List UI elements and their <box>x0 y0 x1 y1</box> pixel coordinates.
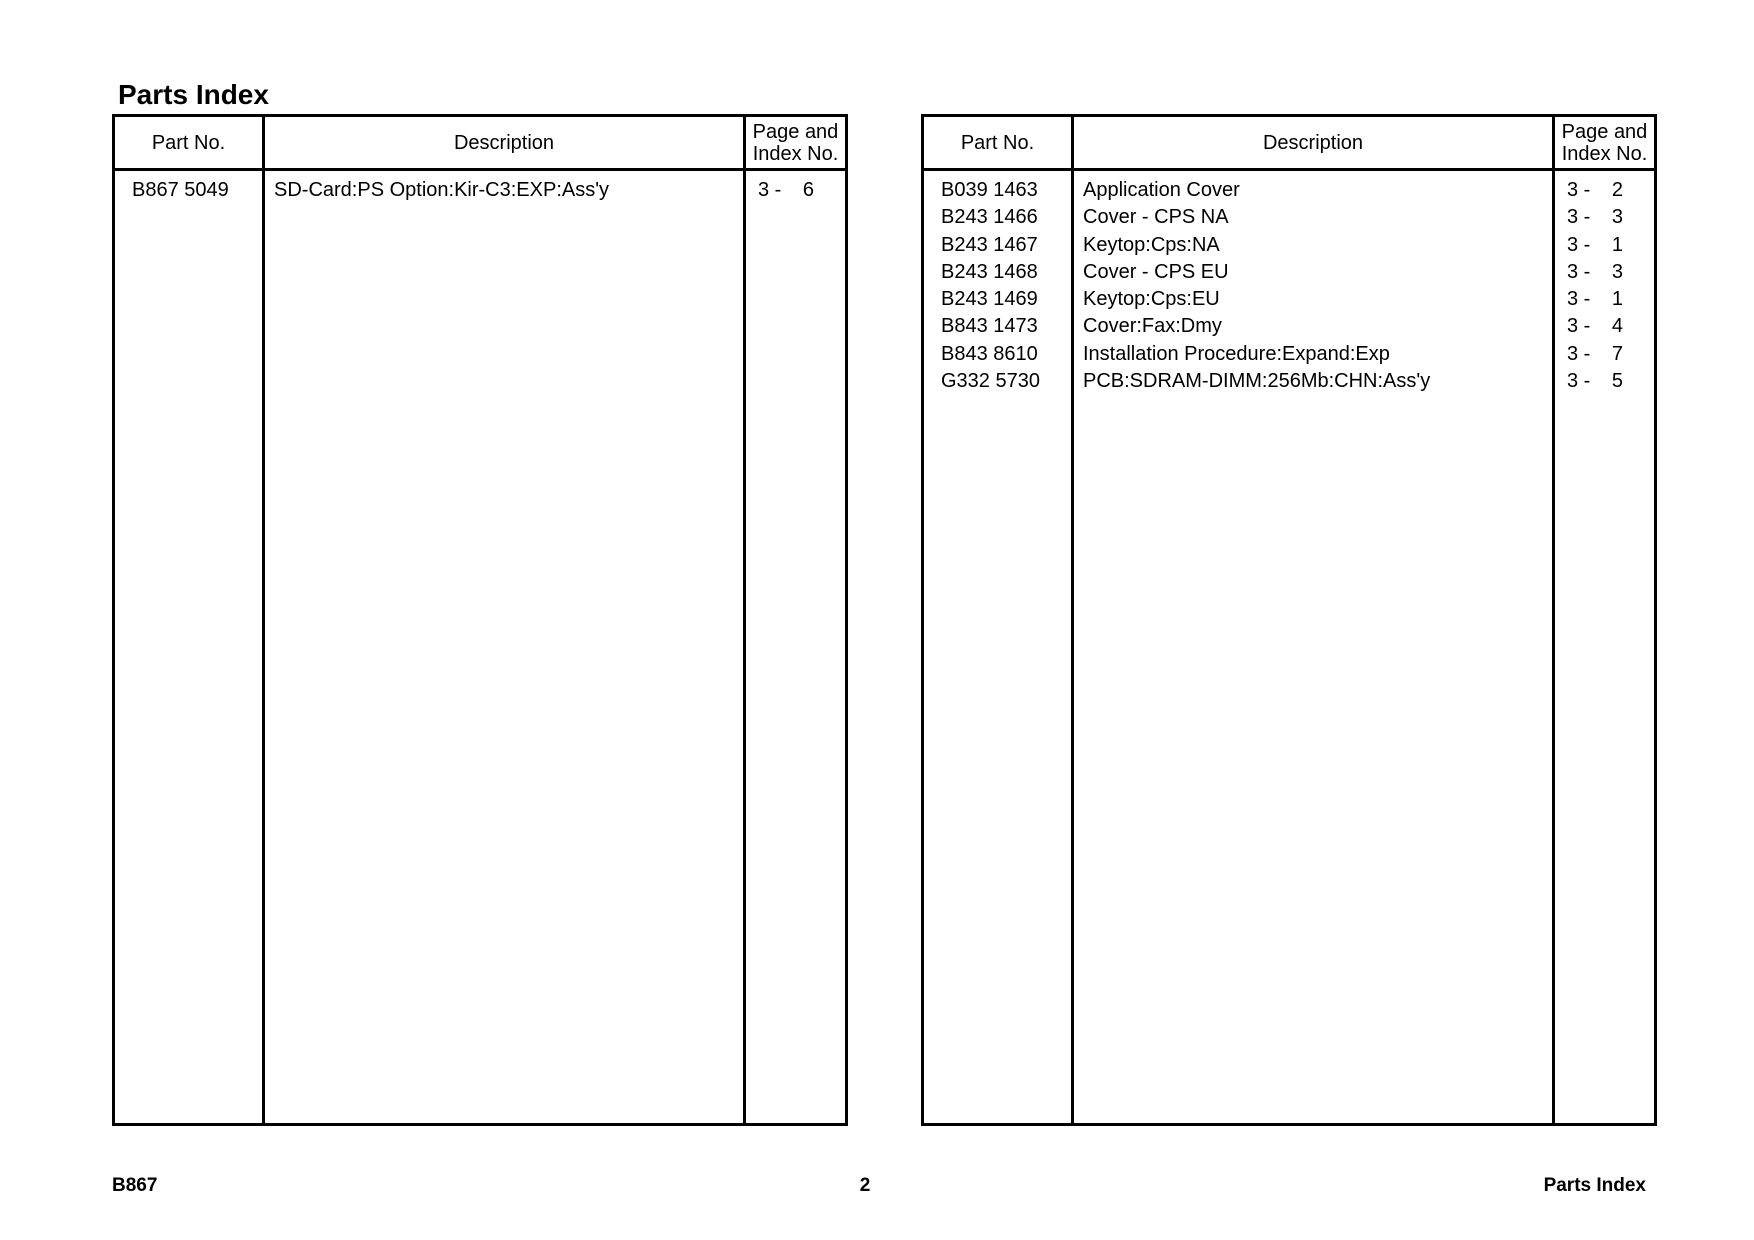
index-ref: 6 <box>802 179 814 201</box>
index-ref: 3 <box>1611 206 1623 229</box>
index-ref: 7 <box>1611 342 1623 365</box>
page-ref: 3 - <box>1567 342 1591 365</box>
table-header <box>115 117 845 171</box>
table-row <box>924 313 1654 340</box>
part-number: B243 1468 <box>941 260 1038 283</box>
header-page-index <box>1555 117 1654 168</box>
table-row <box>924 259 1654 286</box>
index-ref: 1 <box>1611 288 1623 311</box>
header-part-no: Part No. <box>151 131 226 154</box>
page-ref: 3 - <box>758 179 782 201</box>
page-ref: 3 - <box>1567 260 1591 283</box>
part-number: B243 1466 <box>941 206 1038 229</box>
table-body <box>924 177 1654 395</box>
header-part-no: Part No. <box>960 131 1035 154</box>
header-description: Description <box>1262 131 1364 154</box>
part-description: Keytop:Cps:NA <box>1083 233 1220 256</box>
part-description: Application Cover <box>1083 179 1240 201</box>
part-description: Cover - CPS NA <box>1083 206 1229 229</box>
table-row <box>924 368 1654 395</box>
table-row <box>924 232 1654 259</box>
index-ref: 1 <box>1611 233 1623 256</box>
table-row <box>924 204 1654 231</box>
index-ref: 3 <box>1611 260 1623 283</box>
header-page-index-line1: Page and <box>752 120 839 143</box>
table-body <box>115 177 845 204</box>
part-description: Installation Procedure:Expand:Exp <box>1083 342 1390 365</box>
column-divider <box>262 117 265 1123</box>
index-ref: 4 <box>1611 315 1623 338</box>
page-ref: 3 - <box>1567 315 1591 338</box>
table-row <box>924 177 1654 204</box>
table-row <box>924 341 1654 368</box>
table-row <box>924 286 1654 313</box>
footer-page-number: 2 <box>859 1175 871 1196</box>
parts-table-right <box>921 114 1657 1126</box>
page-title: Parts Index <box>118 79 269 110</box>
column-divider <box>743 117 746 1123</box>
part-number: B039 1463 <box>941 179 1038 201</box>
page-ref: 3 - <box>1567 370 1591 393</box>
part-number: B867 5049 <box>132 179 229 201</box>
parts-table-left <box>112 114 848 1126</box>
part-number: B243 1469 <box>941 288 1038 311</box>
part-number: G332 5730 <box>941 370 1040 393</box>
part-description: SD-Card:PS Option:Kir-C3:EXP:Ass'y <box>274 179 610 201</box>
footer-model: B867 <box>112 1175 158 1196</box>
part-number: B243 1467 <box>941 233 1038 256</box>
page-ref: 3 - <box>1567 288 1591 311</box>
part-number: B843 8610 <box>941 342 1038 365</box>
page-ref: 3 - <box>1567 206 1591 229</box>
header-page-index-line2: Index No. <box>752 142 839 165</box>
part-description: Cover - CPS EU <box>1083 260 1229 283</box>
footer-section: Parts Index <box>1543 1175 1646 1196</box>
header-page-index <box>746 117 845 168</box>
part-description: Cover:Fax:Dmy <box>1083 315 1222 338</box>
part-description: Keytop:Cps:EU <box>1083 288 1220 311</box>
page-ref: 3 - <box>1567 233 1591 256</box>
table-header <box>924 117 1654 171</box>
header-description: Description <box>453 131 555 154</box>
index-ref: 5 <box>1611 370 1623 393</box>
part-description: PCB:SDRAM-DIMM:256Mb:CHN:Ass'y <box>1083 370 1431 393</box>
part-number: B843 1473 <box>941 315 1038 338</box>
table-row <box>115 177 845 204</box>
index-ref: 2 <box>1611 179 1623 201</box>
header-page-index-line2: Index No. <box>1561 142 1648 165</box>
header-page-index-line1: Page and <box>1561 120 1648 143</box>
page-ref: 3 - <box>1567 179 1591 201</box>
